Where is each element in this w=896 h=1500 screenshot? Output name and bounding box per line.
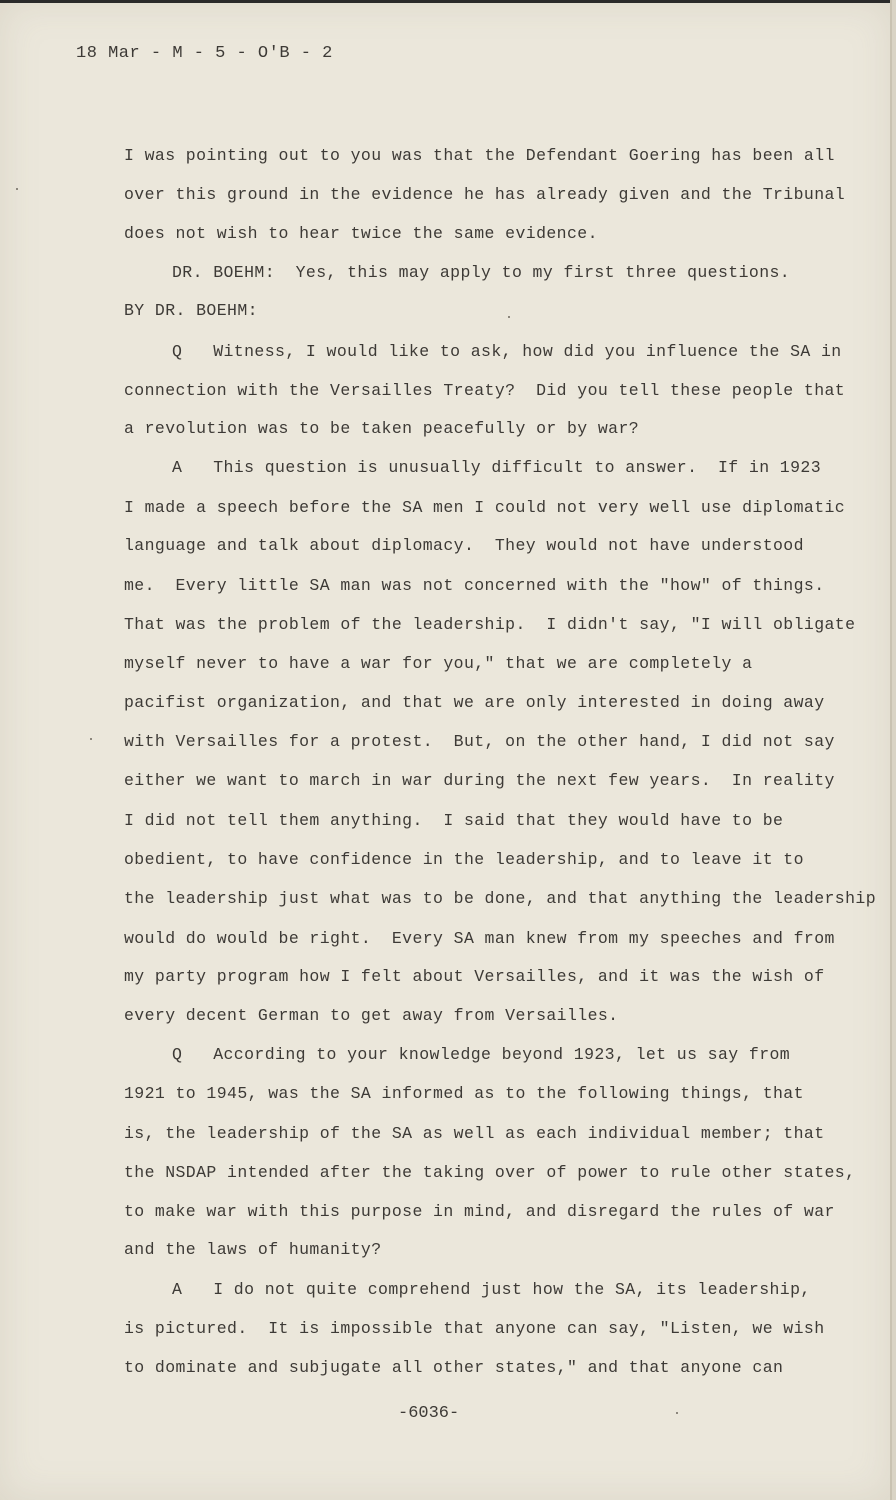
text-line: A I do not quite comprehend just how the SA, its leadership, bbox=[172, 1280, 811, 1299]
text-line: obedient, to have confidence in the leadership, and to leave it to bbox=[124, 850, 804, 869]
text-line: That was the problem of the leadership. I didn't say, "I will obligate bbox=[124, 615, 856, 634]
text-line: 1921 to 1945, was the SA informed as to the following things, that bbox=[124, 1084, 804, 1103]
text-line: either we want to march in war during the next few years. In reality bbox=[124, 771, 835, 790]
text-line: a revolution was to be taken peacefully or by war? bbox=[124, 419, 640, 438]
text-line: with Versailles for a protest. But, on the other hand, I did not say bbox=[124, 732, 835, 751]
text-line: my party program how I felt about Versailles, and it was the wish of bbox=[124, 967, 825, 986]
text-line: I did not tell them anything. I said that they would have to be bbox=[124, 811, 784, 830]
text-line: I was pointing out to you was that the Defendant Goering has been all bbox=[124, 146, 835, 165]
text-line: over this ground in the evidence he has already given and the Tribunal bbox=[124, 185, 846, 204]
text-line: me. Every little SA man was not concerned with the "how" of things. bbox=[124, 576, 825, 595]
text-line: would do would be right. Every SA man knew from my speeches and from bbox=[124, 929, 835, 948]
text-line: the NSDAP intended after the taking over of power to rule other states, bbox=[124, 1163, 856, 1182]
page-top-edge bbox=[0, 0, 892, 3]
text-line: to make war with this purpose in mind, and disregard the rules of war bbox=[124, 1202, 835, 1221]
paper-speck bbox=[676, 1412, 678, 1414]
page-number: -6036- bbox=[398, 1404, 460, 1423]
paper-speck bbox=[508, 316, 510, 318]
text-line: BY DR. BOEHM: bbox=[124, 301, 258, 320]
text-line: A This question is unusually difficult to answer. If in 1923 bbox=[172, 458, 822, 477]
text-line: I made a speech before the SA men I could not very well use diplomatic bbox=[124, 498, 846, 517]
paper-speck bbox=[90, 738, 92, 740]
paper-speck bbox=[16, 188, 18, 190]
text-line: language and talk about diplomacy. They would not have understood bbox=[124, 536, 804, 555]
text-line: is, the leadership of the SA as well as each individual member; that bbox=[124, 1124, 825, 1143]
text-line: is pictured. It is impossible that anyone can say, "Listen, we wish bbox=[124, 1319, 825, 1338]
text-line: Q Witness, I would like to ask, how did you influence the SA in bbox=[172, 342, 842, 361]
text-line: does not wish to hear twice the same evidence. bbox=[124, 224, 598, 243]
text-line: the leadership just what was to be done, and that anything the leadership bbox=[124, 889, 877, 908]
page-right-edge bbox=[890, 0, 892, 1500]
transcript-reference: 18 Mar - M - 5 - O'B - 2 bbox=[76, 44, 333, 63]
text-line: pacifist organization, and that we are only interested in doing away bbox=[124, 693, 825, 712]
text-line: connection with the Versailles Treaty? Did you tell these people that bbox=[124, 381, 846, 400]
text-line: every decent German to get away from Versailles. bbox=[124, 1006, 619, 1025]
text-line: Q According to your knowledge beyond 1923, let us say from bbox=[172, 1045, 791, 1064]
text-line: DR. BOEHM: Yes, this may apply to my first three questions. bbox=[172, 263, 791, 282]
text-line: to dominate and subjugate all other states," and that anyone can bbox=[124, 1358, 784, 1377]
text-line: myself never to have a war for you," that we are completely a bbox=[124, 654, 753, 673]
text-line: and the laws of humanity? bbox=[124, 1240, 382, 1259]
